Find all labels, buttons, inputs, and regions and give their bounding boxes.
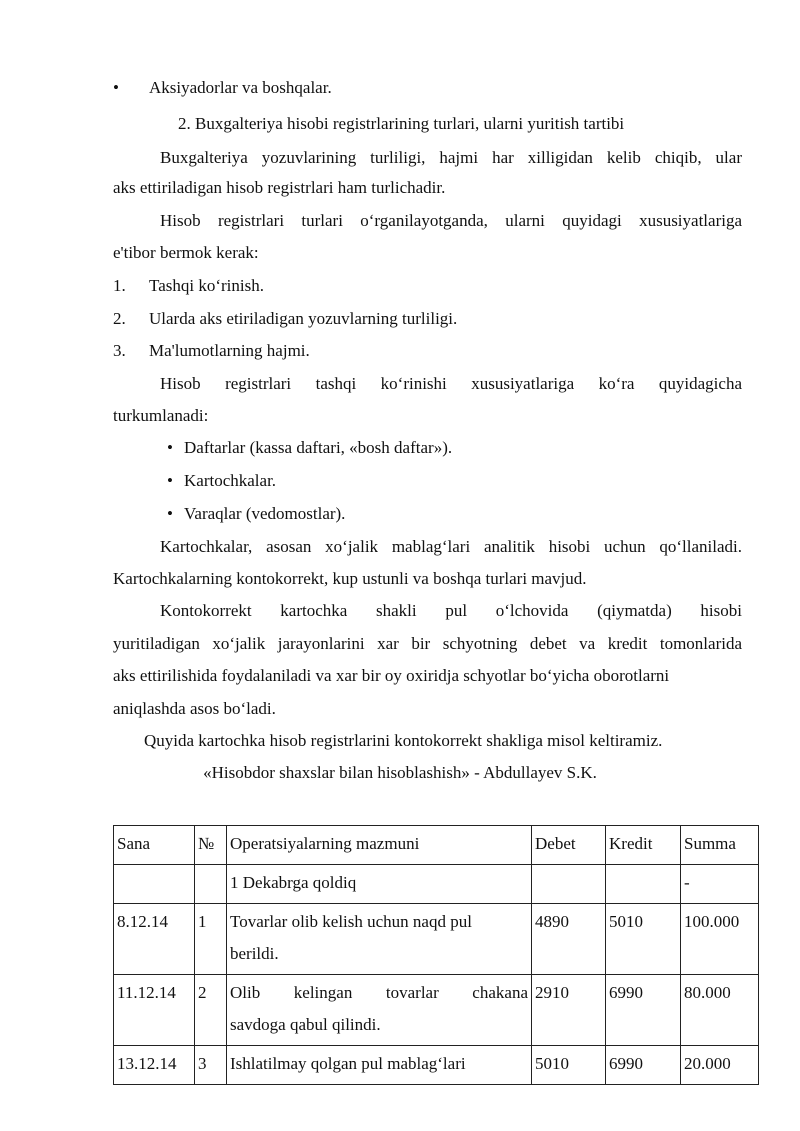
bullet-mark: • bbox=[167, 471, 173, 490]
cell-number: 3 bbox=[195, 1046, 227, 1085]
paragraph-line: Hisob registrlari tashqi ko‘rinishi xususiyatlariga ko‘ra quyidagicha bbox=[160, 374, 742, 393]
cell-date: 13.12.14 bbox=[114, 1046, 195, 1085]
paragraph-line: Kartochkalarning kontokorrekt, kup ustunli va boshqa turlari mavjud. bbox=[113, 569, 587, 588]
header-content: Operatsiyalarning mazmuni bbox=[227, 826, 532, 865]
bullet-item-text: Varaqlar (vedomostlar). bbox=[184, 504, 346, 523]
table-row bbox=[114, 865, 759, 904]
cell-credit: 6990 bbox=[606, 975, 681, 1046]
cell-content bbox=[227, 904, 532, 975]
cell-content bbox=[227, 975, 532, 1046]
section-title: 2. Buxgalteriya hisobi registrlarining turlari, ularni yuritish tartibi bbox=[178, 114, 625, 133]
cell-date bbox=[114, 865, 195, 904]
table-caption: «Hisobdor shaxslar bilan hisoblashish» - Abdullayev S.K. bbox=[203, 763, 597, 782]
cell-content-line: 1 Dekabrga qoldiq bbox=[230, 873, 357, 892]
header-debit: Debet bbox=[532, 826, 606, 865]
table-header-row bbox=[114, 826, 759, 865]
example-intro: Quyida kartochka hisob registrlarini kontokorrekt shakliga misol keltiramiz. bbox=[144, 731, 663, 750]
register-table bbox=[113, 825, 759, 1085]
cell-content-line: Olib kelingan tovarlar chakana bbox=[230, 983, 528, 1002]
numbered-item-number: 2. bbox=[113, 309, 126, 328]
cell-date: 8.12.14 bbox=[114, 904, 195, 975]
bullet-mark: • bbox=[167, 504, 173, 523]
cell-content-line: berildi. bbox=[230, 944, 279, 963]
header-credit: Kredit bbox=[606, 826, 681, 865]
bullet-mark: • bbox=[167, 438, 173, 457]
paragraph-line: aks ettiriladigan hisob registrlari ham turlichadir. bbox=[113, 178, 446, 197]
paragraph-line: e'tibor bermok kerak: bbox=[113, 243, 259, 262]
bullet-mark: • bbox=[113, 78, 119, 97]
cell-debit: 4890 bbox=[532, 904, 606, 975]
cell-content bbox=[227, 865, 532, 904]
header-date: Sana bbox=[114, 826, 195, 865]
cell-credit bbox=[606, 865, 681, 904]
numbered-item-text: Ularda aks etiriladigan yozuvlarning turliligi. bbox=[149, 309, 458, 328]
cell-debit: 2910 bbox=[532, 975, 606, 1046]
paragraph-line: aniqlashda asos bo‘ladi. bbox=[113, 699, 276, 718]
cell-content-line: savdoga qabul qilindi. bbox=[230, 1015, 381, 1034]
bullet-item-text: Kartochkalar. bbox=[184, 471, 277, 490]
cell-sum: - bbox=[681, 865, 759, 904]
cell-sum: 20.000 bbox=[681, 1046, 759, 1085]
header-number: № bbox=[195, 826, 227, 865]
numbered-item-number: 3. bbox=[113, 341, 126, 360]
paragraph-line: Hisob registrlari turlari o‘rganilayotganda, ularni quyidagi xususiyatlariga bbox=[160, 211, 742, 230]
cell-number: 2 bbox=[195, 975, 227, 1046]
numbered-item-text: Ma'lumotlarning hajmi. bbox=[149, 341, 310, 360]
header-sum: Summa bbox=[681, 826, 759, 865]
bullet-item-text: Aksiyadorlar va boshqalar. bbox=[149, 78, 332, 97]
cell-debit: 5010 bbox=[532, 1046, 606, 1085]
cell-content-line: Ishlatilmay qolgan pul mablag‘lari bbox=[230, 1054, 466, 1073]
cell-number bbox=[195, 865, 227, 904]
cell-content-line: Tovarlar olib kelish uchun naqd pul bbox=[230, 912, 472, 931]
cell-number: 1 bbox=[195, 904, 227, 975]
cell-credit: 6990 bbox=[606, 1046, 681, 1085]
paragraph-line: yuritiladigan xo‘jalik jarayonlarini xar bir schyotning debet va kredit tomonlarida bbox=[113, 634, 742, 653]
cell-sum: 100.000 bbox=[681, 904, 759, 975]
paragraph-line: aks ettirilishida foydalaniladi va xar bir oy oxiridja schyotlar bo‘yicha oborotlarni bbox=[113, 666, 670, 685]
cell-debit bbox=[532, 865, 606, 904]
cell-content bbox=[227, 1046, 532, 1085]
table-row bbox=[114, 904, 759, 975]
table-row bbox=[114, 1046, 759, 1085]
paragraph-line: Kontokorrekt kartochka shakli pul o‘lchovida (qiymatda) hisobi bbox=[160, 601, 742, 620]
cell-sum: 80.000 bbox=[681, 975, 759, 1046]
paragraph-line: Kartochkalar, asosan xo‘jalik mablag‘lari analitik hisobi uchun qo‘llaniladi. bbox=[160, 537, 742, 556]
paragraph-line: Buxgalteriya yozuvlarining turliligi, hajmi har xilligidan kelib chiqib, ular bbox=[160, 148, 742, 167]
bullet-item-text: Daftarlar (kassa daftari, «bosh daftar»). bbox=[184, 438, 453, 457]
paragraph-line: turkumlanadi: bbox=[113, 406, 209, 425]
numbered-item-text: Tashqi ko‘rinish. bbox=[149, 276, 264, 295]
numbered-item-number: 1. bbox=[113, 276, 126, 295]
table-row bbox=[114, 975, 759, 1046]
cell-credit: 5010 bbox=[606, 904, 681, 975]
cell-date: 11.12.14 bbox=[114, 975, 195, 1046]
